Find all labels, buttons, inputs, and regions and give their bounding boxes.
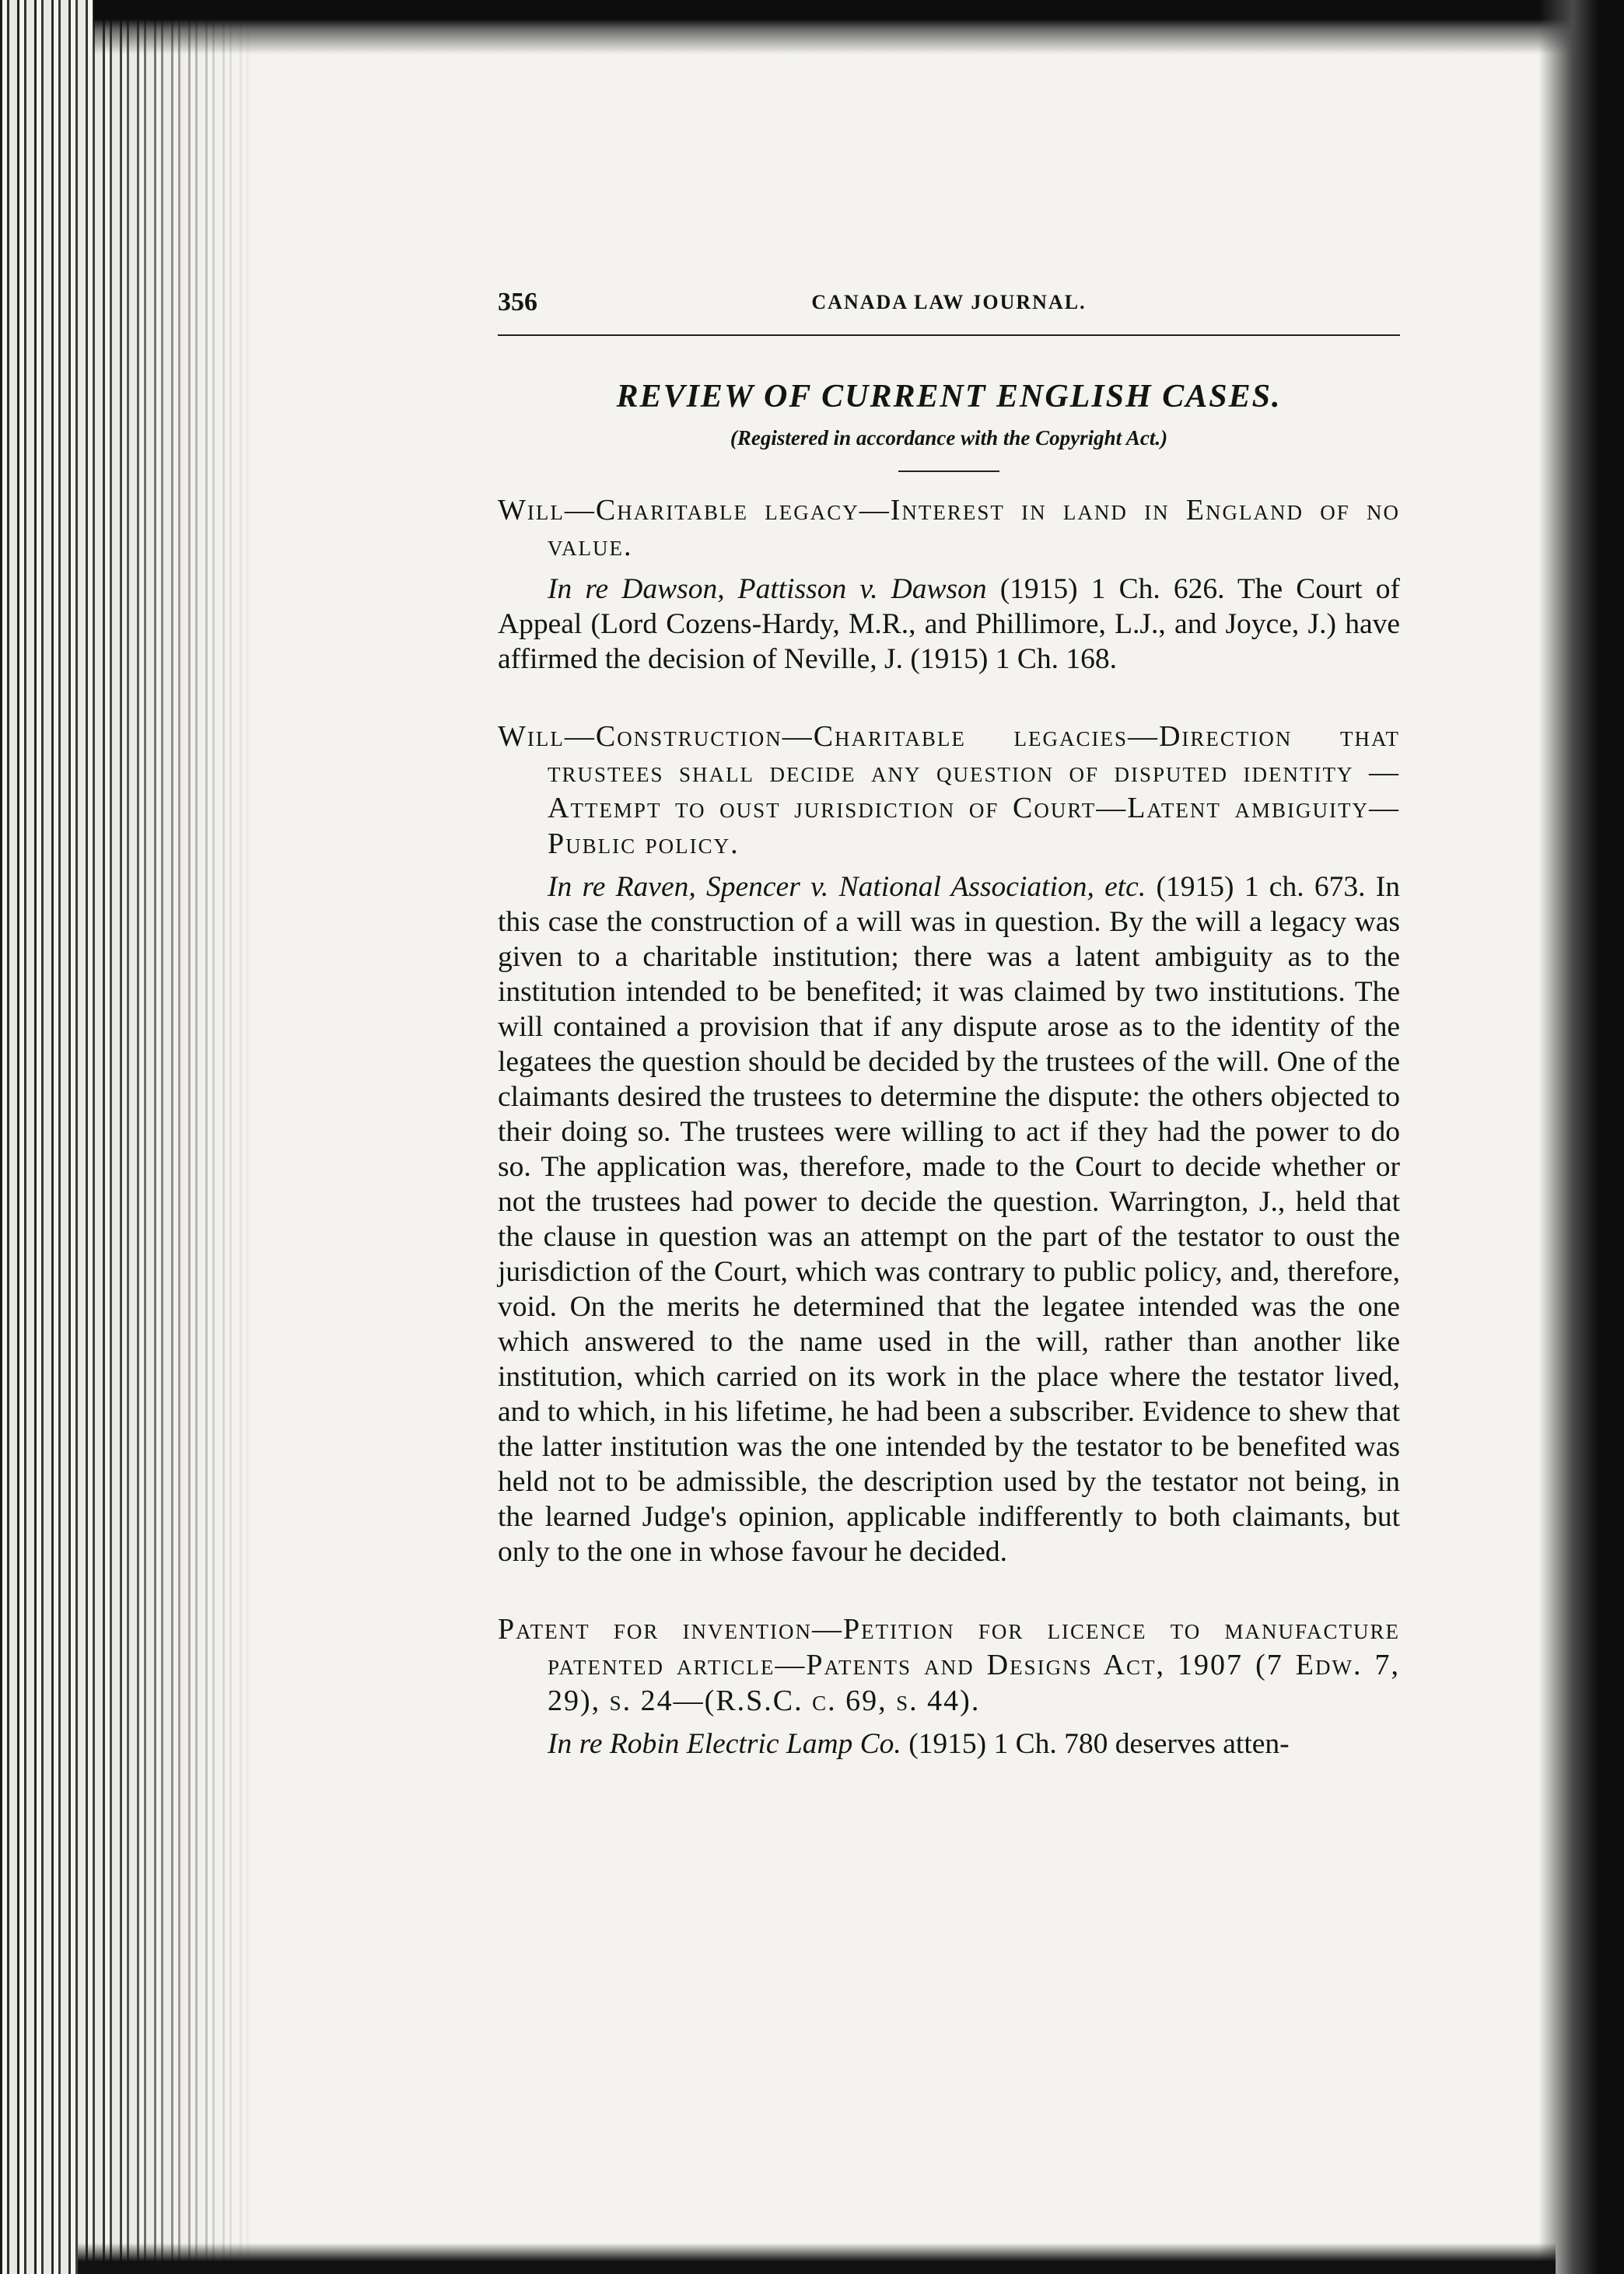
case-entry — [498, 492, 1400, 677]
case-catchline: Will—Charitable legacy—Interest in land in England of no value. — [498, 494, 1400, 562]
section-title: REVIEW OF CURRENT ENGLISH CASES. — [616, 379, 1282, 415]
scan-right-edge — [1538, 0, 1624, 2274]
case-body — [498, 1726, 1400, 1761]
case-catchline: Patent for invention—Petition for licence to manufacture patented article—Patents and Designs Act, 1907 (7 Edw. 7, 29), s. 24—(R.S.C. c. 69, s. 44). — [498, 1613, 1400, 1717]
case-text: (1915) 1 ch. 673. In this case the construction of a will was in question. By the will a legacy was given to a charitable institution; there was a latent ambiguity as to the institution intended to be benefited; it was claimed by two institutions. The will contained a provision that if any dispute arose as to the identity of the legatees the question should be decided by the trustees of the will. One of the claimants desired the trustees to determine the dispute: the others objected to their doing so. The trustees were willing to act if they had the power to do so. The application was, therefore, made to the Court to decide whether or not the trustees had power to decide the question. Warrington, J., held that the clause in question was an attempt on the part of the testator to oust the jurisdiction of the Court, which was contrary to public policy, and, therefore, void. On the merits he determined that the legatee intended was the one which answered to the name used in the will, rather than another like institution, which carried on its work in the place where the testator lived, and to which, in his lifetime, he had been a subscriber. Evidence to shew that the latter institution was the one intended by the testator to be benefited was held not to be admissible, the description used by the testator not being, in the learned Judge's opinion, applicable indifferently to both claimants, but only to the one in whose favour he decided. — [498, 871, 1401, 1568]
case-entry — [498, 719, 1400, 1569]
case-catchline: Will—Construction—Charitable legacies—Direction that trustees shall decide any question of disputed identity —Attempt to oust jurisdiction of Court—Latent ambiguity—Public policy. — [498, 720, 1400, 860]
copyright-note: (Registered in accordance with the Copyright Act.) — [730, 426, 1168, 450]
case-body — [498, 869, 1400, 1569]
scan-top-edge — [93, 0, 1624, 54]
title-rule — [898, 471, 999, 472]
case-text: (1915) 1 Ch. 626. The Court of Appeal (Lord Cozens-Hardy, M.R., and Phillimore, L.J., and Joyce, J.) have affirmed the decision of Neville, J. (1915) 1 Ch. 168. — [498, 573, 1400, 675]
scan-binding-shadow — [0, 0, 257, 2274]
scan-bottom-edge — [78, 2243, 1556, 2274]
page-number: 356 — [498, 288, 537, 317]
case-text: (1915) 1 Ch. 780 deserves atten- — [901, 1728, 1290, 1760]
case-citation: In re Dawson, Pattisson v. Dawson — [548, 573, 987, 605]
header-rule — [498, 334, 1400, 336]
journal-page — [498, 288, 1400, 1761]
case-entry — [498, 1611, 1400, 1761]
journal-name: CANADA LAW JOURNAL. — [811, 291, 1087, 313]
case-body — [498, 572, 1400, 677]
case-citation: In re Robin Electric Lamp Co. — [548, 1728, 901, 1760]
running-head — [498, 288, 1400, 327]
case-citation: In re Raven, Spencer v. National Association, etc. — [548, 871, 1146, 903]
